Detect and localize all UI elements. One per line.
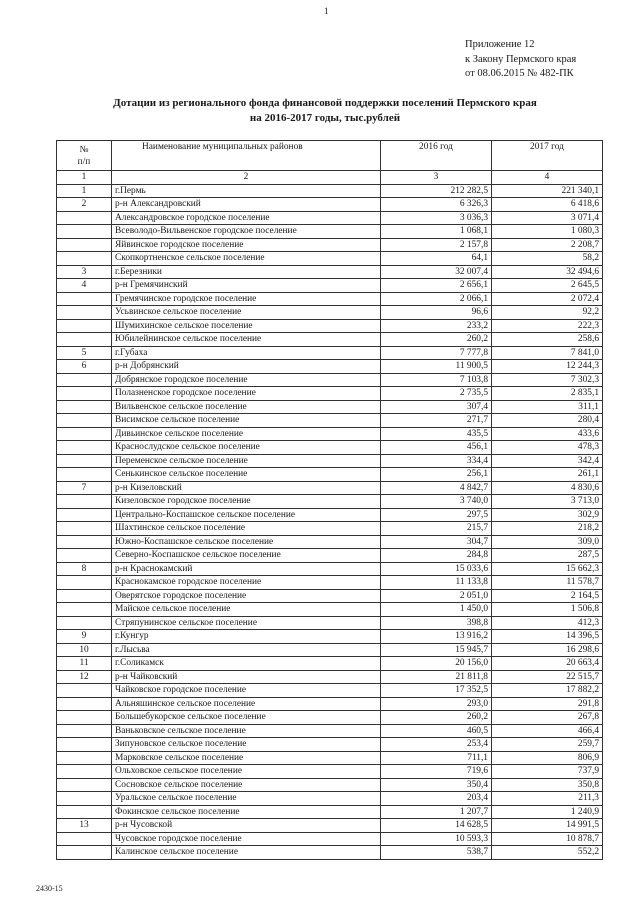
table-row (57, 414, 603, 428)
row-name: р-н Краснокамский (112, 562, 381, 576)
table-row (57, 616, 603, 630)
row-number (57, 373, 112, 387)
row-value-2016: 284,8 (381, 549, 492, 563)
row-number (57, 319, 112, 333)
row-value-2017: 806,9 (492, 751, 603, 765)
row-value-2017: 14 396,5 (492, 630, 603, 644)
title-line-1: Дотации из регионального фонда финансовой поддержки поселений Пермского края (113, 97, 537, 109)
table-row (57, 576, 603, 590)
row-value-2017: 280,4 (492, 414, 603, 428)
row-value-2016: 14 628,5 (381, 819, 492, 833)
row-value-2017: 14 991,5 (492, 819, 603, 833)
table-row (57, 373, 603, 387)
table-row (57, 603, 603, 617)
row-number: 8 (57, 562, 112, 576)
table-row (57, 657, 603, 671)
row-name: Северно-Коспашское сельское поселение (112, 549, 381, 563)
row-name: Добрянское городское поселение (112, 373, 381, 387)
row-name: Гремячинское городское поселение (112, 292, 381, 306)
row-value-2017: 2 164,5 (492, 589, 603, 603)
row-number: 3 (57, 265, 112, 279)
row-value-2017: 222,3 (492, 319, 603, 333)
row-value-2017: 1 506,8 (492, 603, 603, 617)
row-number (57, 738, 112, 752)
row-number: 9 (57, 630, 112, 644)
table-row (57, 319, 603, 333)
row-value-2017: 261,1 (492, 468, 603, 482)
row-value-2017: 737,9 (492, 765, 603, 779)
row-number (57, 549, 112, 563)
table-row (57, 522, 603, 536)
row-name: Юбилейнинское сельское поселение (112, 333, 381, 347)
row-value-2016: 256,1 (381, 468, 492, 482)
row-value-2017: 1 080,3 (492, 225, 603, 239)
appendix-line-2: к Закону Пермского края (465, 53, 577, 65)
row-name: Калинское сельское поселение (112, 846, 381, 860)
row-value-2017: 433,6 (492, 427, 603, 441)
row-value-2017: 4 830,6 (492, 481, 603, 495)
document-title (40, 96, 610, 126)
table-body (57, 184, 603, 859)
table-row (57, 630, 603, 644)
row-value-2016: 4 842,7 (381, 481, 492, 495)
row-number (57, 225, 112, 239)
row-value-2017: 258,6 (492, 333, 603, 347)
row-value-2017: 17 882,2 (492, 684, 603, 698)
row-value-2017: 2 835,1 (492, 387, 603, 401)
row-value-2016: 6 326,3 (381, 198, 492, 212)
row-value-2017: 58,2 (492, 252, 603, 266)
row-value-2016: 11 133,8 (381, 576, 492, 590)
row-value-2017: 2 645,5 (492, 279, 603, 293)
row-name: Усьвинское сельское поселение (112, 306, 381, 320)
row-name: Фокинское сельское поселение (112, 805, 381, 819)
row-name: Висимское сельское поселение (112, 414, 381, 428)
table-row (57, 792, 603, 806)
row-name: Большебукорское сельское поселение (112, 711, 381, 725)
table-row (57, 454, 603, 468)
header-number-line-1: № (79, 144, 89, 155)
row-value-2017: 7 302,3 (492, 373, 603, 387)
row-value-2017: 3 071,4 (492, 211, 603, 225)
row-value-2016: 17 352,5 (381, 684, 492, 698)
row-value-2016: 64,1 (381, 252, 492, 266)
row-value-2017: 218,2 (492, 522, 603, 536)
row-value-2016: 7 777,8 (381, 346, 492, 360)
row-value-2016: 297,5 (381, 508, 492, 522)
table-row (57, 643, 603, 657)
row-value-2017: 32 494,6 (492, 265, 603, 279)
row-number (57, 846, 112, 860)
row-value-2017: 267,8 (492, 711, 603, 725)
row-value-2017: 22 515,7 (492, 670, 603, 684)
row-value-2017: 302,9 (492, 508, 603, 522)
row-name: Скопкортненское сельское поселение (112, 252, 381, 266)
row-number: 1 (57, 184, 112, 198)
appendix-line-1: Приложение 12 (465, 39, 535, 50)
row-value-2016: 7 103,8 (381, 373, 492, 387)
row-number (57, 333, 112, 347)
row-value-2017: 16 298,6 (492, 643, 603, 657)
row-name: г.Соликамск (112, 657, 381, 671)
table-row (57, 441, 603, 455)
row-value-2017: 1 240,9 (492, 805, 603, 819)
row-value-2017: 291,8 (492, 697, 603, 711)
row-value-2016: 212 282,5 (381, 184, 492, 198)
appendix-line-3: от 08.06.2015 № 482-ПК (465, 68, 574, 79)
row-value-2017: 309,0 (492, 535, 603, 549)
row-value-2017: 92,2 (492, 306, 603, 320)
row-value-2016: 260,2 (381, 333, 492, 347)
row-value-2017: 287,5 (492, 549, 603, 563)
row-number (57, 414, 112, 428)
row-number (57, 778, 112, 792)
row-name: г.Березники (112, 265, 381, 279)
row-name: Марковское сельское поселение (112, 751, 381, 765)
header-2017: 2017 год (492, 141, 603, 171)
header-number-line-2: п/п (77, 156, 91, 167)
row-value-2016: 3 740,0 (381, 495, 492, 509)
row-value-2016: 233,2 (381, 319, 492, 333)
table-row (57, 535, 603, 549)
row-number (57, 684, 112, 698)
row-number (57, 306, 112, 320)
row-value-2016: 215,7 (381, 522, 492, 536)
row-name: Кизеловское городское поселение (112, 495, 381, 509)
row-value-2016: 271,7 (381, 414, 492, 428)
row-name: Южно-Коспашское сельское поселение (112, 535, 381, 549)
table-row (57, 697, 603, 711)
title-line-2: на 2016-2017 годы, тыс.рублей (249, 112, 401, 124)
table-row (57, 427, 603, 441)
row-number (57, 616, 112, 630)
row-number: 13 (57, 819, 112, 833)
row-value-2016: 15 945,7 (381, 643, 492, 657)
header-2016: 2016 год (381, 141, 492, 171)
row-name: Чайковское городское поселение (112, 684, 381, 698)
col-number-3: 3 (381, 171, 492, 185)
row-value-2016: 719,6 (381, 765, 492, 779)
row-number (57, 441, 112, 455)
row-name: Всеволодо-Вильвенское городское поселение (112, 225, 381, 239)
table-row (57, 198, 603, 212)
row-name: г.Пермь (112, 184, 381, 198)
row-value-2016: 32 007,4 (381, 265, 492, 279)
row-value-2016: 253,4 (381, 738, 492, 752)
table-row (57, 211, 603, 225)
table-row (57, 765, 603, 779)
row-number: 7 (57, 481, 112, 495)
table-row (57, 711, 603, 725)
table-row (57, 819, 603, 833)
table-row (57, 279, 603, 293)
table-row (57, 684, 603, 698)
row-value-2016: 2 051,0 (381, 589, 492, 603)
row-value-2017: 15 662,3 (492, 562, 603, 576)
row-value-2017: 311,1 (492, 400, 603, 414)
table-row (57, 346, 603, 360)
row-value-2016: 304,7 (381, 535, 492, 549)
row-number (57, 211, 112, 225)
row-name: Краснослудское сельское поселение (112, 441, 381, 455)
row-value-2016: 307,4 (381, 400, 492, 414)
row-value-2016: 1 207,7 (381, 805, 492, 819)
row-number (57, 495, 112, 509)
row-name: Сосновское сельское поселение (112, 778, 381, 792)
row-value-2016: 10 593,3 (381, 832, 492, 846)
row-value-2016: 3 036,3 (381, 211, 492, 225)
row-name: р-н Чайковский (112, 670, 381, 684)
row-value-2016: 350,4 (381, 778, 492, 792)
row-number (57, 697, 112, 711)
table-row (57, 468, 603, 482)
table-row (57, 778, 603, 792)
table-row (57, 589, 603, 603)
row-number (57, 576, 112, 590)
row-value-2017: 20 663,4 (492, 657, 603, 671)
row-name: Сенькинское сельское поселение (112, 468, 381, 482)
row-value-2017: 12 244,3 (492, 360, 603, 374)
row-value-2016: 203,4 (381, 792, 492, 806)
row-name: Переменское сельское поселение (112, 454, 381, 468)
table-row (57, 184, 603, 198)
row-value-2016: 13 916,2 (381, 630, 492, 644)
row-number (57, 792, 112, 806)
col-number-4: 4 (492, 171, 603, 185)
row-name: Яйвинское городское поселение (112, 238, 381, 252)
row-number (57, 468, 112, 482)
table-row (57, 360, 603, 374)
row-name: Ольховское сельское поселение (112, 765, 381, 779)
table-row (57, 724, 603, 738)
row-name: Альняшинское сельское поселение (112, 697, 381, 711)
table-row (57, 238, 603, 252)
footer-code: 2430-15 (36, 884, 63, 893)
row-value-2016: 20 156,0 (381, 657, 492, 671)
row-number: 4 (57, 279, 112, 293)
row-value-2017: 2 072,4 (492, 292, 603, 306)
table-row (57, 225, 603, 239)
row-value-2016: 1 450,0 (381, 603, 492, 617)
row-value-2017: 478,3 (492, 441, 603, 455)
table-row (57, 265, 603, 279)
row-value-2016: 2 066,1 (381, 292, 492, 306)
row-value-2017: 342,4 (492, 454, 603, 468)
row-number (57, 508, 112, 522)
col-number-2: 2 (112, 171, 381, 185)
row-value-2017: 2 208,7 (492, 238, 603, 252)
row-name: Полазненское городское поселение (112, 387, 381, 401)
row-number (57, 832, 112, 846)
row-value-2016: 96,6 (381, 306, 492, 320)
row-number: 12 (57, 670, 112, 684)
row-name: Александровское городское поселение (112, 211, 381, 225)
row-number (57, 252, 112, 266)
appendix-reference (465, 38, 576, 82)
row-value-2016: 15 033,6 (381, 562, 492, 576)
row-number (57, 238, 112, 252)
table-row (57, 333, 603, 347)
row-name: г.Лысьва (112, 643, 381, 657)
row-value-2016: 2 157,8 (381, 238, 492, 252)
row-value-2017: 221 340,1 (492, 184, 603, 198)
row-value-2016: 398,8 (381, 616, 492, 630)
table-row (57, 508, 603, 522)
row-value-2017: 7 841,0 (492, 346, 603, 360)
row-name: р-н Александровский (112, 198, 381, 212)
table-row (57, 751, 603, 765)
table-row (57, 738, 603, 752)
row-value-2016: 711,1 (381, 751, 492, 765)
table-row (57, 306, 603, 320)
row-name: Майское сельское поселение (112, 603, 381, 617)
row-number (57, 603, 112, 617)
row-value-2017: 466,4 (492, 724, 603, 738)
row-value-2017: 211,3 (492, 792, 603, 806)
row-value-2016: 2 735,5 (381, 387, 492, 401)
table-row (57, 549, 603, 563)
row-value-2017: 10 878,7 (492, 832, 603, 846)
row-number (57, 724, 112, 738)
row-value-2017: 350,8 (492, 778, 603, 792)
row-value-2016: 21 811,8 (381, 670, 492, 684)
subsidy-table (56, 140, 603, 860)
table-row (57, 481, 603, 495)
row-name: Зипуновское сельское поселение (112, 738, 381, 752)
row-name: Вильвенское сельское поселение (112, 400, 381, 414)
col-number-1: 1 (57, 171, 112, 185)
row-value-2016: 460,5 (381, 724, 492, 738)
row-name: г.Губаха (112, 346, 381, 360)
column-number-row (57, 171, 603, 185)
row-name: Оверятское городское поселение (112, 589, 381, 603)
table-row (57, 495, 603, 509)
page-number: 1 (324, 6, 329, 16)
row-number (57, 427, 112, 441)
header-name: Наименование муниципальных районов (112, 141, 381, 171)
table-row (57, 832, 603, 846)
row-number (57, 711, 112, 725)
table-row (57, 252, 603, 266)
table-row (57, 805, 603, 819)
row-number: 6 (57, 360, 112, 374)
row-number: 5 (57, 346, 112, 360)
table-row (57, 292, 603, 306)
row-value-2016: 293,0 (381, 697, 492, 711)
table-row (57, 387, 603, 401)
row-number: 10 (57, 643, 112, 657)
row-number (57, 400, 112, 414)
row-number (57, 805, 112, 819)
row-value-2017: 259,7 (492, 738, 603, 752)
table-row (57, 562, 603, 576)
row-value-2016: 2 656,1 (381, 279, 492, 293)
row-name: р-н Гремячинский (112, 279, 381, 293)
row-value-2016: 435,5 (381, 427, 492, 441)
row-number (57, 535, 112, 549)
row-value-2016: 260,2 (381, 711, 492, 725)
row-value-2017: 11 578,7 (492, 576, 603, 590)
row-number (57, 292, 112, 306)
row-number (57, 522, 112, 536)
row-value-2016: 334,4 (381, 454, 492, 468)
row-number (57, 765, 112, 779)
row-value-2017: 412,3 (492, 616, 603, 630)
row-name: Шахтинское сельское поселение (112, 522, 381, 536)
row-value-2016: 456,1 (381, 441, 492, 455)
row-value-2016: 1 068,1 (381, 225, 492, 239)
row-name: Краснокамское городское поселение (112, 576, 381, 590)
row-value-2017: 6 418,6 (492, 198, 603, 212)
row-name: Уральское сельское поселение (112, 792, 381, 806)
row-number (57, 387, 112, 401)
row-name: г.Кунгур (112, 630, 381, 644)
table-row (57, 670, 603, 684)
row-name: Шумихинское сельское поселение (112, 319, 381, 333)
row-number (57, 454, 112, 468)
table-row (57, 400, 603, 414)
row-name: Чусовское городское поселение (112, 832, 381, 846)
row-number: 2 (57, 198, 112, 212)
row-number: 11 (57, 657, 112, 671)
row-value-2017: 3 713,0 (492, 495, 603, 509)
row-value-2017: 552,2 (492, 846, 603, 860)
row-number (57, 751, 112, 765)
row-value-2016: 11 900,5 (381, 360, 492, 374)
row-name: р-н Чусовской (112, 819, 381, 833)
row-name: Стряпунинское сельское поселение (112, 616, 381, 630)
row-name: р-н Добрянский (112, 360, 381, 374)
table-header-row (57, 141, 603, 171)
row-name: Ваньковское сельское поселение (112, 724, 381, 738)
table-row (57, 846, 603, 860)
row-name: Центрально-Коспашское сельское поселение (112, 508, 381, 522)
row-name: р-н Кизеловский (112, 481, 381, 495)
row-name: Дивьинское сельское поселение (112, 427, 381, 441)
row-number (57, 589, 112, 603)
header-number (57, 141, 112, 171)
row-value-2016: 538,7 (381, 846, 492, 860)
